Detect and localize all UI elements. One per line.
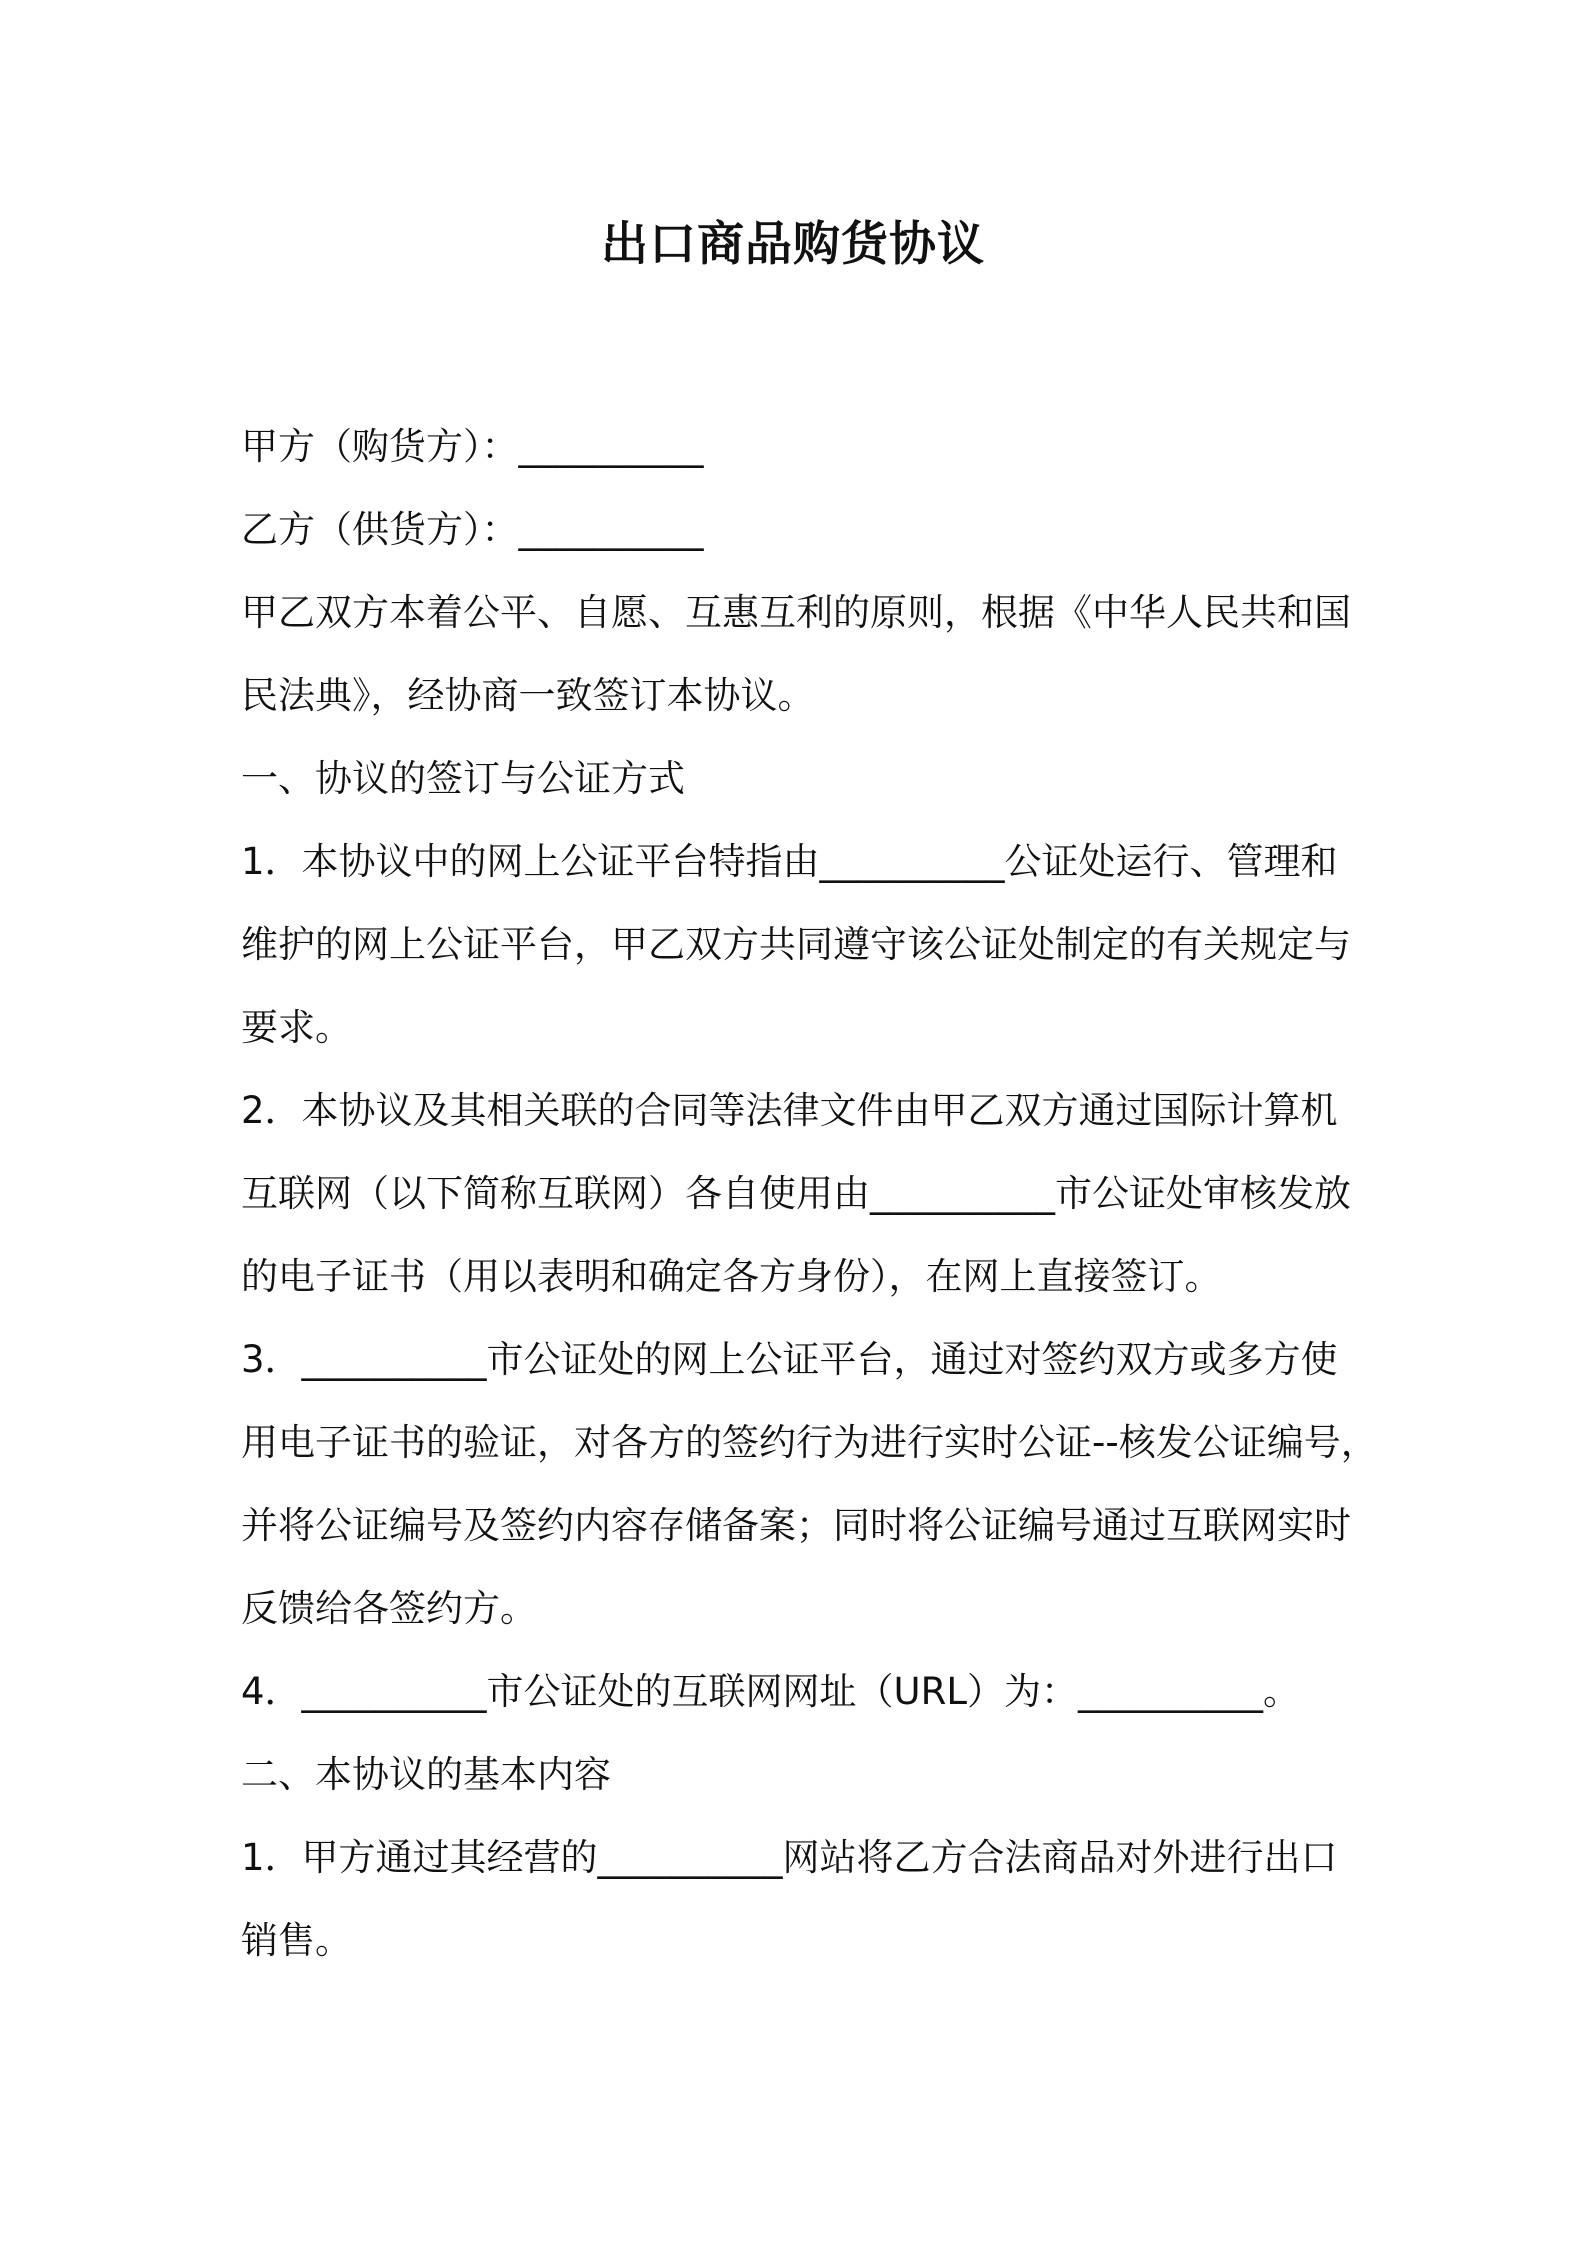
- party-a-line: 甲方（购货方）：__________: [241, 425, 704, 468]
- document-title: 出口商品购货协议: [601, 217, 985, 272]
- clause-1-1-line-2: 维护的网上公证平台，甲乙双方共同遵守该公证处制定的有关规定与: [241, 923, 1351, 966]
- clause-1-3-line-1: 3．__________市公证处的网上公证平台，通过对签约双方或多方使: [241, 1338, 1338, 1381]
- party-b-line: 乙方（供货方）：__________: [241, 508, 704, 551]
- preamble-line-1: 甲乙双方本着公平、自愿、互惠互利的原则，根据《中华人民共和国: [241, 591, 1351, 634]
- clause-1-2-line-2: 互联网（以下简称互联网）各自使用由__________市公证处审核发放: [241, 1172, 1351, 1215]
- preamble-line-2: 民法典》，经协商一致签订本协议。: [241, 674, 815, 717]
- clause-2-1-line-1: 1．甲方通过其经营的__________网站将乙方合法商品对外进行出口: [241, 1836, 1338, 1879]
- clause-1-2-line-1: 2．本协议及其相关联的合同等法律文件由甲乙双方通过国际计算机: [241, 1089, 1338, 1132]
- clause-1-3-line-2: 用电子证书的验证，对各方的签约行为进行实时公证--核发公证编号，: [241, 1421, 1378, 1464]
- section-heading-1: 一、协议的签订与公证方式: [241, 757, 685, 800]
- clause-1-2-line-3: 的电子证书（用以表明和确定各方身份），在网上直接签订。: [241, 1255, 1222, 1298]
- clause-1-4-line-1: 4．__________市公证处的互联网网址（URL）为：__________。: [241, 1670, 1300, 1713]
- section-heading-2: 二、本协议的基本内容: [241, 1753, 611, 1796]
- clause-1-3-line-4: 反馈给各签约方。: [241, 1587, 537, 1630]
- clause-1-1-line-1: 1．本协议中的网上公证平台特指由__________公证处运行、管理和: [241, 840, 1338, 883]
- clause-1-3-line-3: 并将公证编号及签约内容存储备案；同时将公证编号通过互联网实时: [241, 1504, 1351, 1547]
- clause-1-1-line-3: 要求。: [241, 1006, 352, 1049]
- clause-2-1-line-2: 销售。: [241, 1919, 352, 1962]
- document-body: [241, 405, 1381, 1982]
